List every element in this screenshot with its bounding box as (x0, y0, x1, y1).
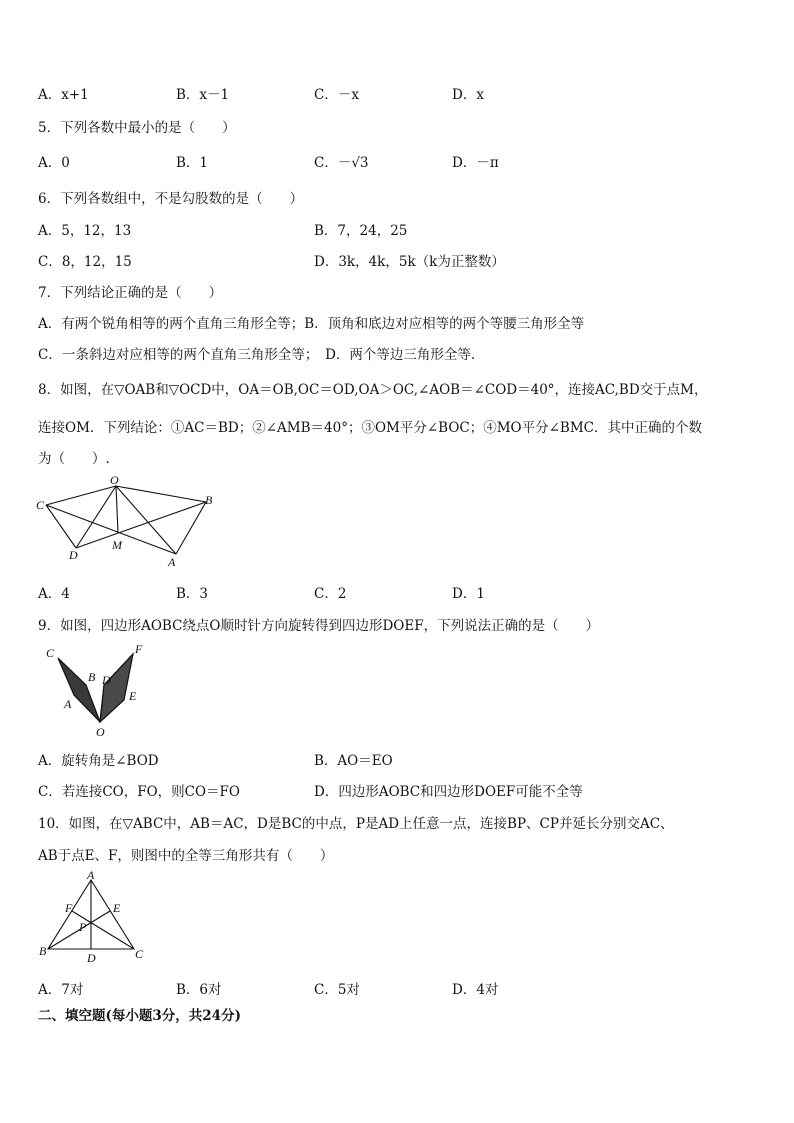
q10-label-f: F (65, 901, 73, 915)
q8-option-d: D．1 (452, 586, 485, 602)
q10-label-p: P (79, 920, 87, 934)
q9-label-a: A (64, 697, 72, 711)
q5-option-a: A．0 (38, 155, 70, 171)
q8-figure (30, 472, 230, 572)
q9-option-d: D．四边形AOBC和四边形DOEF可能不全等 (314, 784, 583, 800)
q9-stem: 9．如图，四边形AOBC绕点O顺时针方向旋转得到四边形DOEF，下列说法正确的是（ ） (38, 618, 600, 634)
q10-stem-line1: 10．如图，在▽ABC中，AB＝AC，D是BC的中点，P是AD上任意一点，连接BP、CP并延长分别交AC、 (38, 816, 674, 832)
q5-stem: 5．下列各数中最小的是（ ） (38, 120, 236, 136)
q5-option-b: B．1 (176, 155, 209, 171)
q6-stem: 6．下列各数组中，不是勾股数的是（ ） (38, 191, 304, 207)
q4-option-d: D．x (452, 87, 484, 103)
q6-option-c: C．8，12，15 (38, 254, 132, 270)
q4-option-b: B．x－1 (176, 87, 230, 103)
q9-label-b: B (88, 670, 96, 684)
q7-options-line2: C．一条斜边对应相等的两个直角三角形全等； D．两个等边三角形全等. (38, 347, 476, 363)
q10-option-d: D．4对 (452, 982, 499, 998)
q8-label-a: A (168, 555, 176, 569)
q9-label-d: D (102, 673, 111, 687)
q10-label-a: A (87, 870, 95, 882)
q10-label-b: B (39, 944, 47, 958)
q10-option-c: C．5对 (314, 982, 360, 998)
q9-option-a: A．旋转角是∠BOD (38, 753, 159, 769)
q8-option-b: B．3 (176, 586, 209, 602)
q9-label-o: O (96, 725, 105, 739)
q8-stem-line1: 8．如图，在▽OAB和▽OCD中，OA＝OB,OC＝OD,OA＞OC,∠AOB＝∠COD＝40°，连接AC,BD交于点M， (38, 382, 708, 398)
q8-label-b: B (205, 493, 213, 507)
q9-label-e: E (129, 689, 137, 703)
section-2-heading: 二、填空题(每小题3分，共24分) (38, 1008, 241, 1024)
q4-option-a: A．x+1 (38, 87, 89, 103)
q8-label-c: C (36, 498, 45, 512)
q10-option-b: B．6对 (176, 982, 222, 998)
q10-label-e: E (113, 901, 121, 915)
q4-option-c: C．－x (314, 87, 359, 103)
q8-label-d: D (69, 548, 78, 562)
q6-option-d: D．3k，4k，5k（k为正整数） (314, 254, 505, 270)
q8-label-o: O (110, 473, 119, 487)
q6-option-a: A．5，12，13 (38, 223, 132, 239)
q8-option-a: A．4 (38, 586, 70, 602)
q7-options-line1: A．有两个锐角相等的两个直角三角形全等；B．顶角和底边对应相等的两个等腰三角形全等 (38, 316, 585, 332)
q9-option-b: B．AO＝EO (314, 753, 393, 769)
q10-label-c: C (135, 947, 144, 961)
q10-stem-line2: AB于点E、F，则图中的全等三角形共有（ ） (38, 848, 334, 864)
q10-label-d: D (87, 951, 96, 965)
q6-option-b: B．7，24，25 (314, 223, 408, 239)
q8-stem-line3: 为（ ）. (38, 451, 110, 467)
q8-stem-line2: 连接OM．下列结论：①AC＝BD；②∠AMB＝40°；③OM平分∠BOC；④MO平分∠BMC．其中正确的个数 (38, 420, 702, 436)
q9-label-c: C (46, 646, 55, 660)
q10-option-a: A．7对 (38, 982, 84, 998)
q7-stem: 7．下列结论正确的是（ ） (38, 285, 223, 301)
q5-option-d: D．－π (452, 155, 499, 171)
q8-label-m: M (112, 538, 122, 552)
q8-option-c: C．2 (314, 586, 347, 602)
q10-figure (36, 870, 146, 970)
q9-figure (40, 640, 160, 740)
q5-option-c: C．－√3 (314, 155, 369, 171)
q9-option-c: C．若连接CO，FO，则CO＝FO (38, 784, 240, 800)
q9-label-f: F (135, 642, 143, 656)
